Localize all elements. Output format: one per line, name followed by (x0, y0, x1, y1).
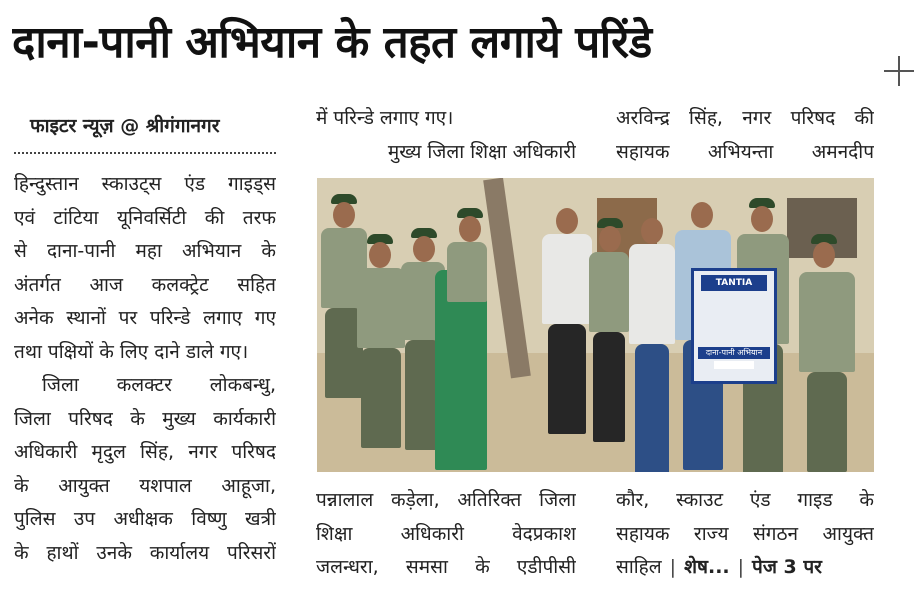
text-line: जलन्धरा, समसा के एडीपीसी (316, 556, 576, 578)
text-line: जिला परिषद के मुख्य कार्यकारी (14, 407, 276, 430)
text-line: के हाथों उनके कार्यालय परिसरों (14, 541, 276, 564)
text-line: में परिन्डे लगाए गए। (316, 107, 454, 129)
text-line: अधिकारी मृदुल सिंह, नगर परिषद (14, 441, 276, 463)
news-photo (317, 178, 874, 472)
continuation-line (616, 551, 874, 585)
left-column-text (14, 168, 276, 570)
continuation-separator: | (669, 556, 677, 578)
crop-mark-icon (884, 56, 914, 86)
text-line: एवं टांटिया यूनिवर्सिटी की तरफ (14, 206, 276, 229)
poster-logo: TANTIA (701, 275, 767, 291)
text-line: मुख्य जिला शिक्षा अधिकारी (387, 140, 576, 163)
text-line: से दाना-पानी महा अभियान के (14, 240, 276, 262)
continuation-last-word: साहिल (616, 556, 662, 578)
text-line: शिक्षा अधिकारी वेदप्रकाश (316, 522, 576, 545)
tantia-poster (691, 268, 777, 384)
text-line: सहायक राज्य संगठन आयुक्त (616, 522, 874, 545)
poster-subtext-block (714, 361, 754, 369)
text-line: अरविन्द्र सिंह, नगर परिषद की (616, 107, 874, 129)
text-line: अनेक स्थानों पर परिन्डे लगाए गए (14, 307, 276, 329)
dateline: फाइटर न्यूज़ @ श्रीगंगानगर (30, 115, 220, 137)
middle-column-top-text (316, 102, 576, 169)
text-line: के आयुक्त यशपाल आहूजा, (14, 474, 276, 497)
right-column-top-text (616, 102, 874, 169)
text-line: तथा पक्षियों के लिए दाने डाले गए। (14, 340, 249, 363)
dotted-divider (14, 152, 276, 154)
text-line: सहायक अभियन्ता अमनदीप (616, 140, 874, 163)
poster-text: दाना-पानी अभियान (698, 347, 770, 359)
text-line: पन्नालाल कड़ेला, अतिरिक्त जिला (316, 489, 576, 511)
text-line: जिला कलक्टर लोकबन्धु, (42, 374, 276, 396)
headline: दाना-पानी अभियान के तहत लगाये परिंडे (12, 17, 652, 68)
middle-column-bottom-text (316, 484, 576, 585)
continuation-label: शेष... (684, 556, 730, 578)
text-line: पुलिस उप अधीक्षक विष्णु खत्री (14, 508, 276, 530)
text-line: हिन्दुस्तान स्काउट्स एंड गाइड्स (14, 173, 276, 195)
text-line: अंतर्गत आज कलक्ट्रेट सहित (14, 273, 276, 296)
continuation-separator: | (737, 556, 745, 578)
continuation-page-link[interactable]: पेज 3 पर (752, 556, 822, 578)
text-line: कौर, स्काउट एंड गाइड के (616, 489, 874, 511)
right-column-bottom-text (616, 484, 874, 585)
